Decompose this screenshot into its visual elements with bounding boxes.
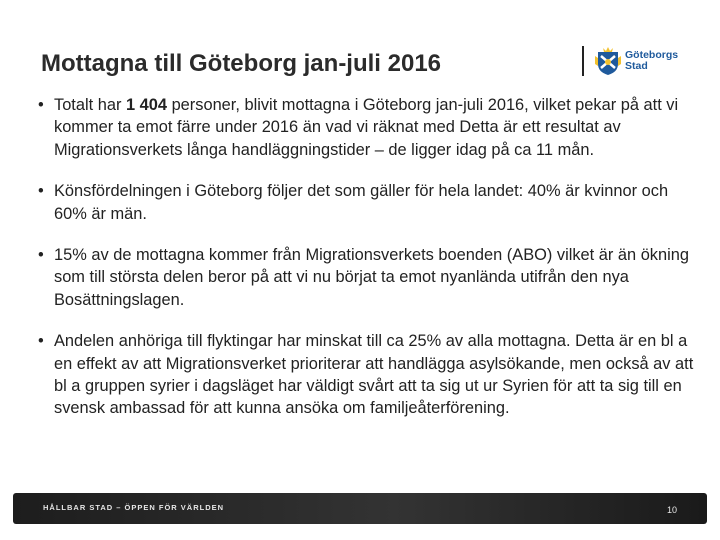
goteborgs-stad-logo bbox=[594, 46, 678, 76]
bullet-item: • 15% av de mottagna kommer från Migrationsverkets boenden (ABO) vilket är än ökning som till största delen beror på att vi nu börjat ta emot nyanlända utifrån den nya Bosättningslagen. bbox=[38, 244, 698, 311]
slide-title: Mottagna till Göteborg jan-juli 2016 bbox=[41, 50, 442, 77]
bullet-item bbox=[38, 94, 698, 161]
goteborg-crest-icon bbox=[594, 46, 622, 76]
bullet-item: • Könsfördelningen i Göteborg följer det som gäller för hela landet: 40% är kvinnor och 60% är män. bbox=[38, 180, 698, 225]
bullet-text-start: Totalt har bbox=[54, 96, 126, 114]
footer-bar bbox=[13, 493, 707, 524]
title-divider bbox=[582, 46, 584, 76]
bullet-text-end: personer, blivit mottagna i Göteborg jan-juli 2016, vilket pekar på att vi kommer ta emot färre under 2016 än vad vi räknat med Detta är ett resultat av Migrationsverkets långa handläggningstider – de ligger idag på ca 11 mån. bbox=[54, 96, 679, 159]
page-number: 10 bbox=[666, 505, 677, 515]
logo-line-1: Göteborgs bbox=[625, 49, 679, 61]
bullet-emphasis: 1 404 bbox=[125, 96, 168, 114]
logo-line-2: Stad bbox=[625, 60, 648, 72]
bullet-item: • Andelen anhöriga till flyktingar har minskat till ca 25% av alla mottagna. Detta är en bl a en effekt av att Migrationsverket prioriterar att handlägga asylsökande, men också av att bl a gruppen syrier i dagsläget har väldigt svårt att ta sig ut ur Syrien för att ta sig till en svensk ambassad för att kunna ansöka om familjeåterförening. bbox=[38, 330, 698, 420]
bullet-list bbox=[38, 94, 698, 439]
footer-tagline: HÅLLBAR STAD – ÖPPEN FÖR VÄRLDEN bbox=[43, 503, 225, 512]
